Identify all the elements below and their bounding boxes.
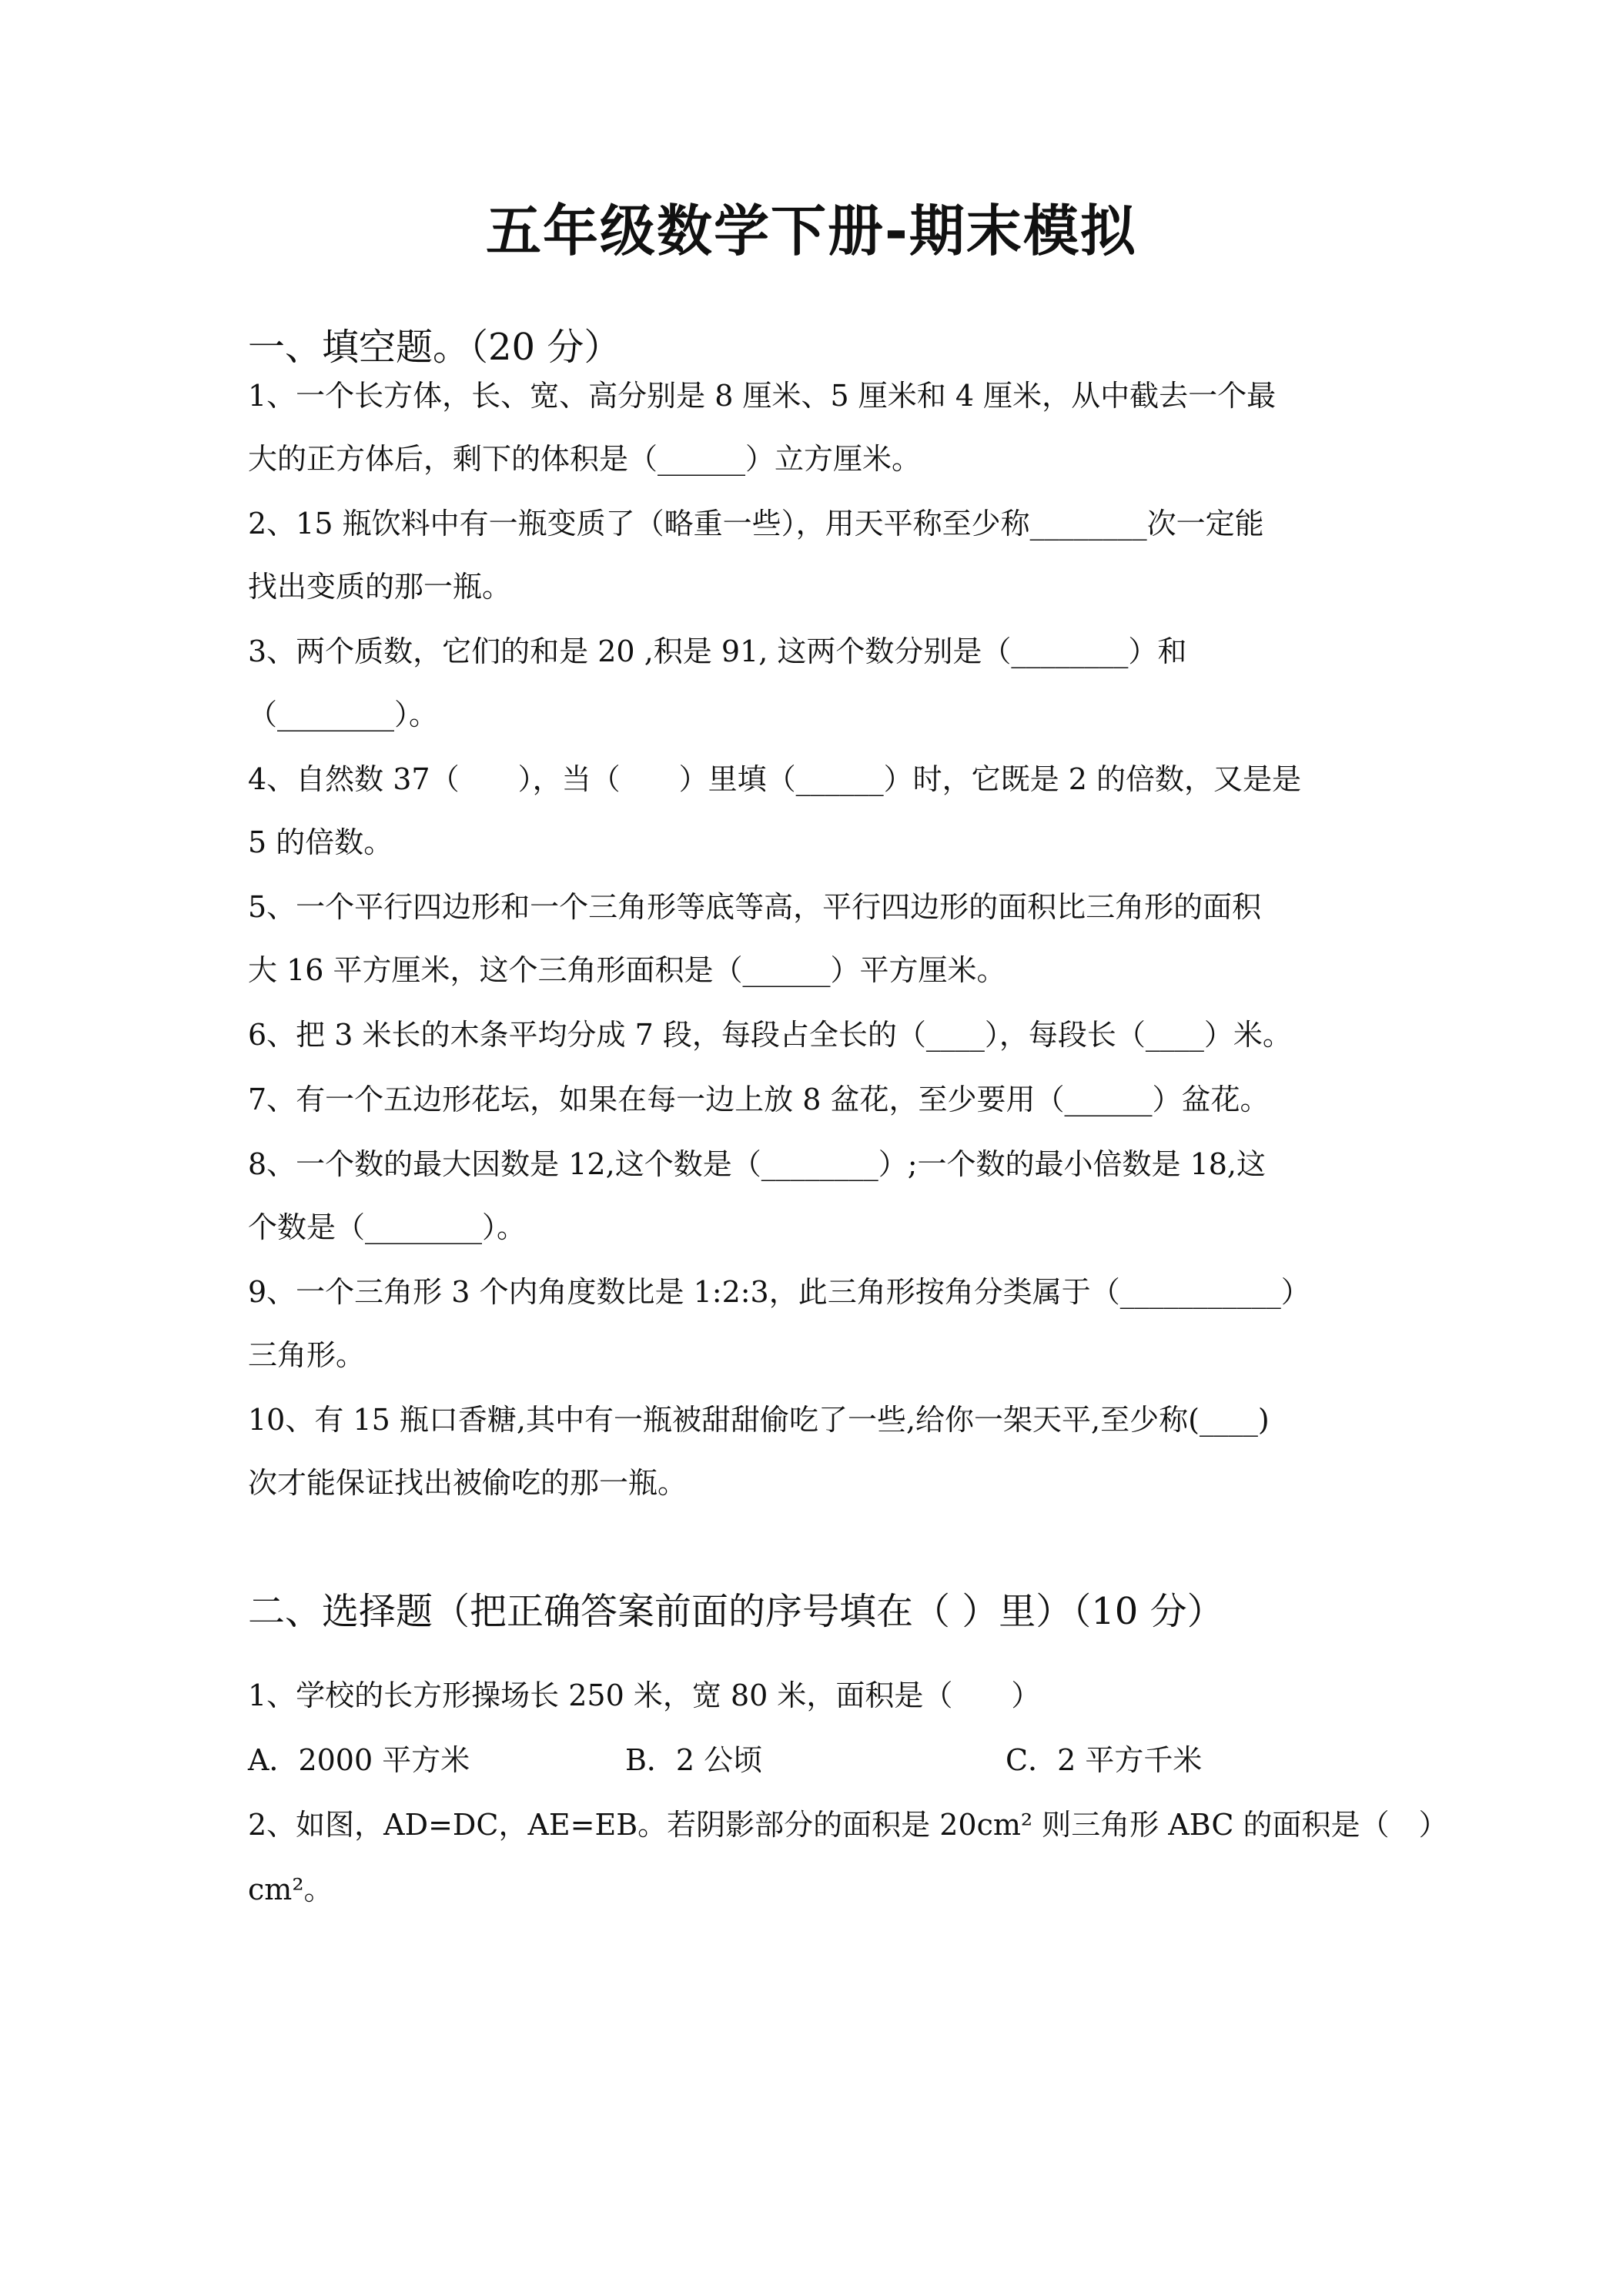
s1-line-15: 9、一个三角形 3 个内角度数比是 1:2:3，此三角形按角分类属于（___________） [248, 1275, 1310, 1309]
s1-line-4: 找出变质的那一瓶。 [248, 570, 512, 604]
s2-question-1: 1、学校的长方形操场长 250 米，宽 80 米，面积是（ ） [248, 1678, 1041, 1712]
page-title: 五年级数学下册-期末模拟 [486, 199, 1137, 263]
s1-line-8: 5 的倍数。 [248, 825, 393, 859]
s1-line-10: 大 16 平方厘米，这个三角形面积是（______）平方厘米。 [248, 953, 1006, 987]
s1-line-13: 8、一个数的最大因数是 12,这个数是（________）;一个数的最小倍数是 18,这 [248, 1147, 1267, 1181]
s1-line-1: 1、一个长方体，长、宽、高分别是 8 厘米、5 厘米和 4 厘米，从中截去一个最 [248, 379, 1277, 413]
s1-line-2: 大的正方体后，剩下的体积是（______）立方厘米。 [248, 442, 922, 476]
s1-line-18: 次才能保证找出被偷吃的那一瓶。 [248, 1466, 688, 1500]
s2-question-2-line-2: cm²。 [248, 1873, 333, 1906]
s2-q1-option-b: B．2 公顷 [625, 1743, 763, 1777]
s1-line-17: 10、有 15 瓶口香糖,其中有一瓶被甜甜偷吃了一些,给你一架天平,至少称(____) [248, 1403, 1270, 1437]
s1-line-7: 4、自然数 37（ ），当（ ）里填（______）时，它既是 2 的倍数，又是是 [248, 762, 1301, 796]
s1-line-9: 5、一个平行四边形和一个三角形等底等高，平行四边形的面积比三角形的面积 [248, 890, 1262, 924]
s1-line-6: （________）。 [248, 698, 439, 731]
s1-line-3: 2、15 瓶饮料中有一瓶变质了（略重一些），用天平称至少称________次一定能 [248, 507, 1264, 541]
s1-line-12: 7、有一个五边形花坛，如果在每一边上放 8 盆花，至少要用（______）盆花。 [248, 1083, 1270, 1116]
s2-q1-option-c: C．2 平方千米 [1006, 1743, 1203, 1777]
s1-line-16: 三角形。 [248, 1338, 366, 1372]
s2-question-2-line-1: 2、如图，AD=DC，AE=EB。若阴影部分的面积是 20cm² 则三角形 ABC 的面积是（ ） [248, 1808, 1448, 1842]
s1-line-5: 3、两个质数，它们的和是 20 ,积是 91, 这两个数分别是（________）和 [248, 634, 1187, 668]
s1-line-14: 个数是（________）。 [248, 1210, 527, 1244]
section2-heading: 二、选择题（把正确答案前面的序号填在（ ）里）（10 分） [248, 1590, 1224, 1633]
s2-q1-option-a: A．2000 平方米 [248, 1743, 470, 1777]
section1-heading: 一、填空题。（20 分） [248, 326, 621, 369]
s1-line-11: 6、把 3 米长的木条平均分成 7 段，每段占全长的（____），每段长（____）米。 [248, 1018, 1292, 1052]
